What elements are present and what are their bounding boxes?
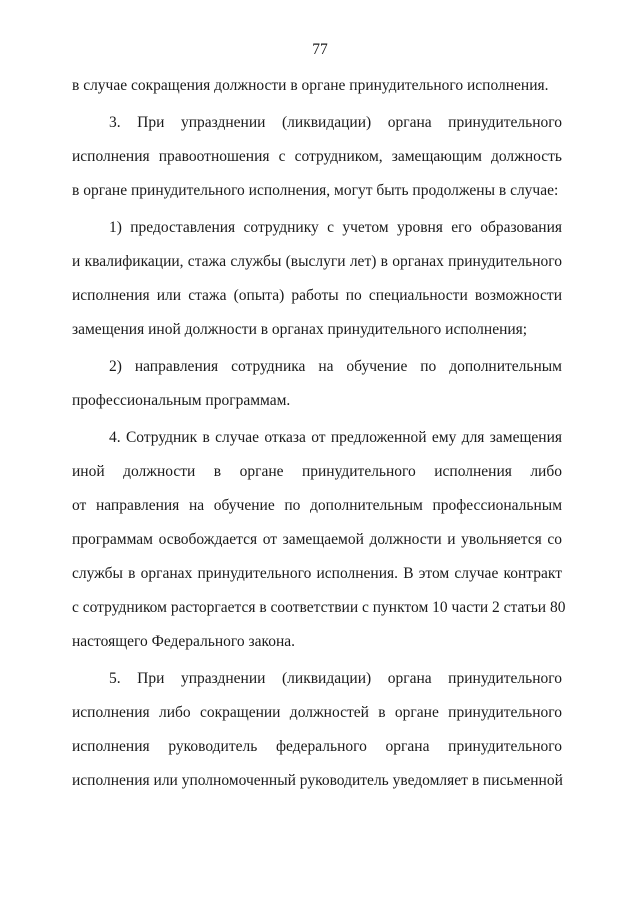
text-line: с сотрудником расторгается в соответствии с пунктом 10 части 2 статьи 80	[72, 599, 566, 616]
text-line: исполнения руководитель федерального органа принудительного	[72, 738, 562, 755]
text-line: настоящего Федерального закона.	[72, 633, 296, 650]
text-line: 4. Сотрудник в случае отказа от предложенной ему для замещения	[109, 429, 562, 446]
text-line: 1) предоставления сотруднику с учетом уровня его образования	[109, 219, 562, 236]
text-line: замещения иной должности в органах принудительного исполнения;	[72, 321, 528, 338]
text-line: иной должности в органе принудительного исполнения либо	[72, 463, 562, 480]
text-line: 3. При упразднении (ликвидации) органа принудительного	[109, 114, 562, 131]
text-line: в случае сокращения должности в органе принудительного исполнения.	[72, 77, 549, 94]
body-text	[72, 75, 566, 804]
text-line: исполнения правоотношения с сотрудником, замещающим должность	[72, 148, 562, 165]
text-line: исполнения либо сокращении должностей в органе принудительного	[72, 704, 562, 721]
text-line: профессиональным программам.	[72, 392, 291, 409]
text-line: 2) направления сотрудника на обучение по дополнительным	[109, 358, 562, 375]
text-line: исполнения или уполномоченный руководитель уведомляет в письменной	[72, 772, 563, 789]
text-line: и квалификации, стажа службы (выслуги лет) в органах принудительного	[72, 253, 562, 270]
text-line: 5. При упразднении (ликвидации) органа принудительного	[109, 670, 562, 687]
page-number: 77	[312, 41, 328, 58]
text-line: от направления на обучение по дополнительным профессиональным	[72, 497, 562, 514]
text-line: программам освобождается от замещаемой должности и увольняется со	[72, 531, 562, 548]
text-line: исполнения или стажа (опыта) работы по специальности возможности	[72, 287, 562, 304]
text-line: службы в органах принудительного исполнения. В этом случае контракт	[72, 565, 562, 582]
text-line: в органе принудительного исполнения, могут быть продолжены в случае:	[72, 182, 559, 199]
